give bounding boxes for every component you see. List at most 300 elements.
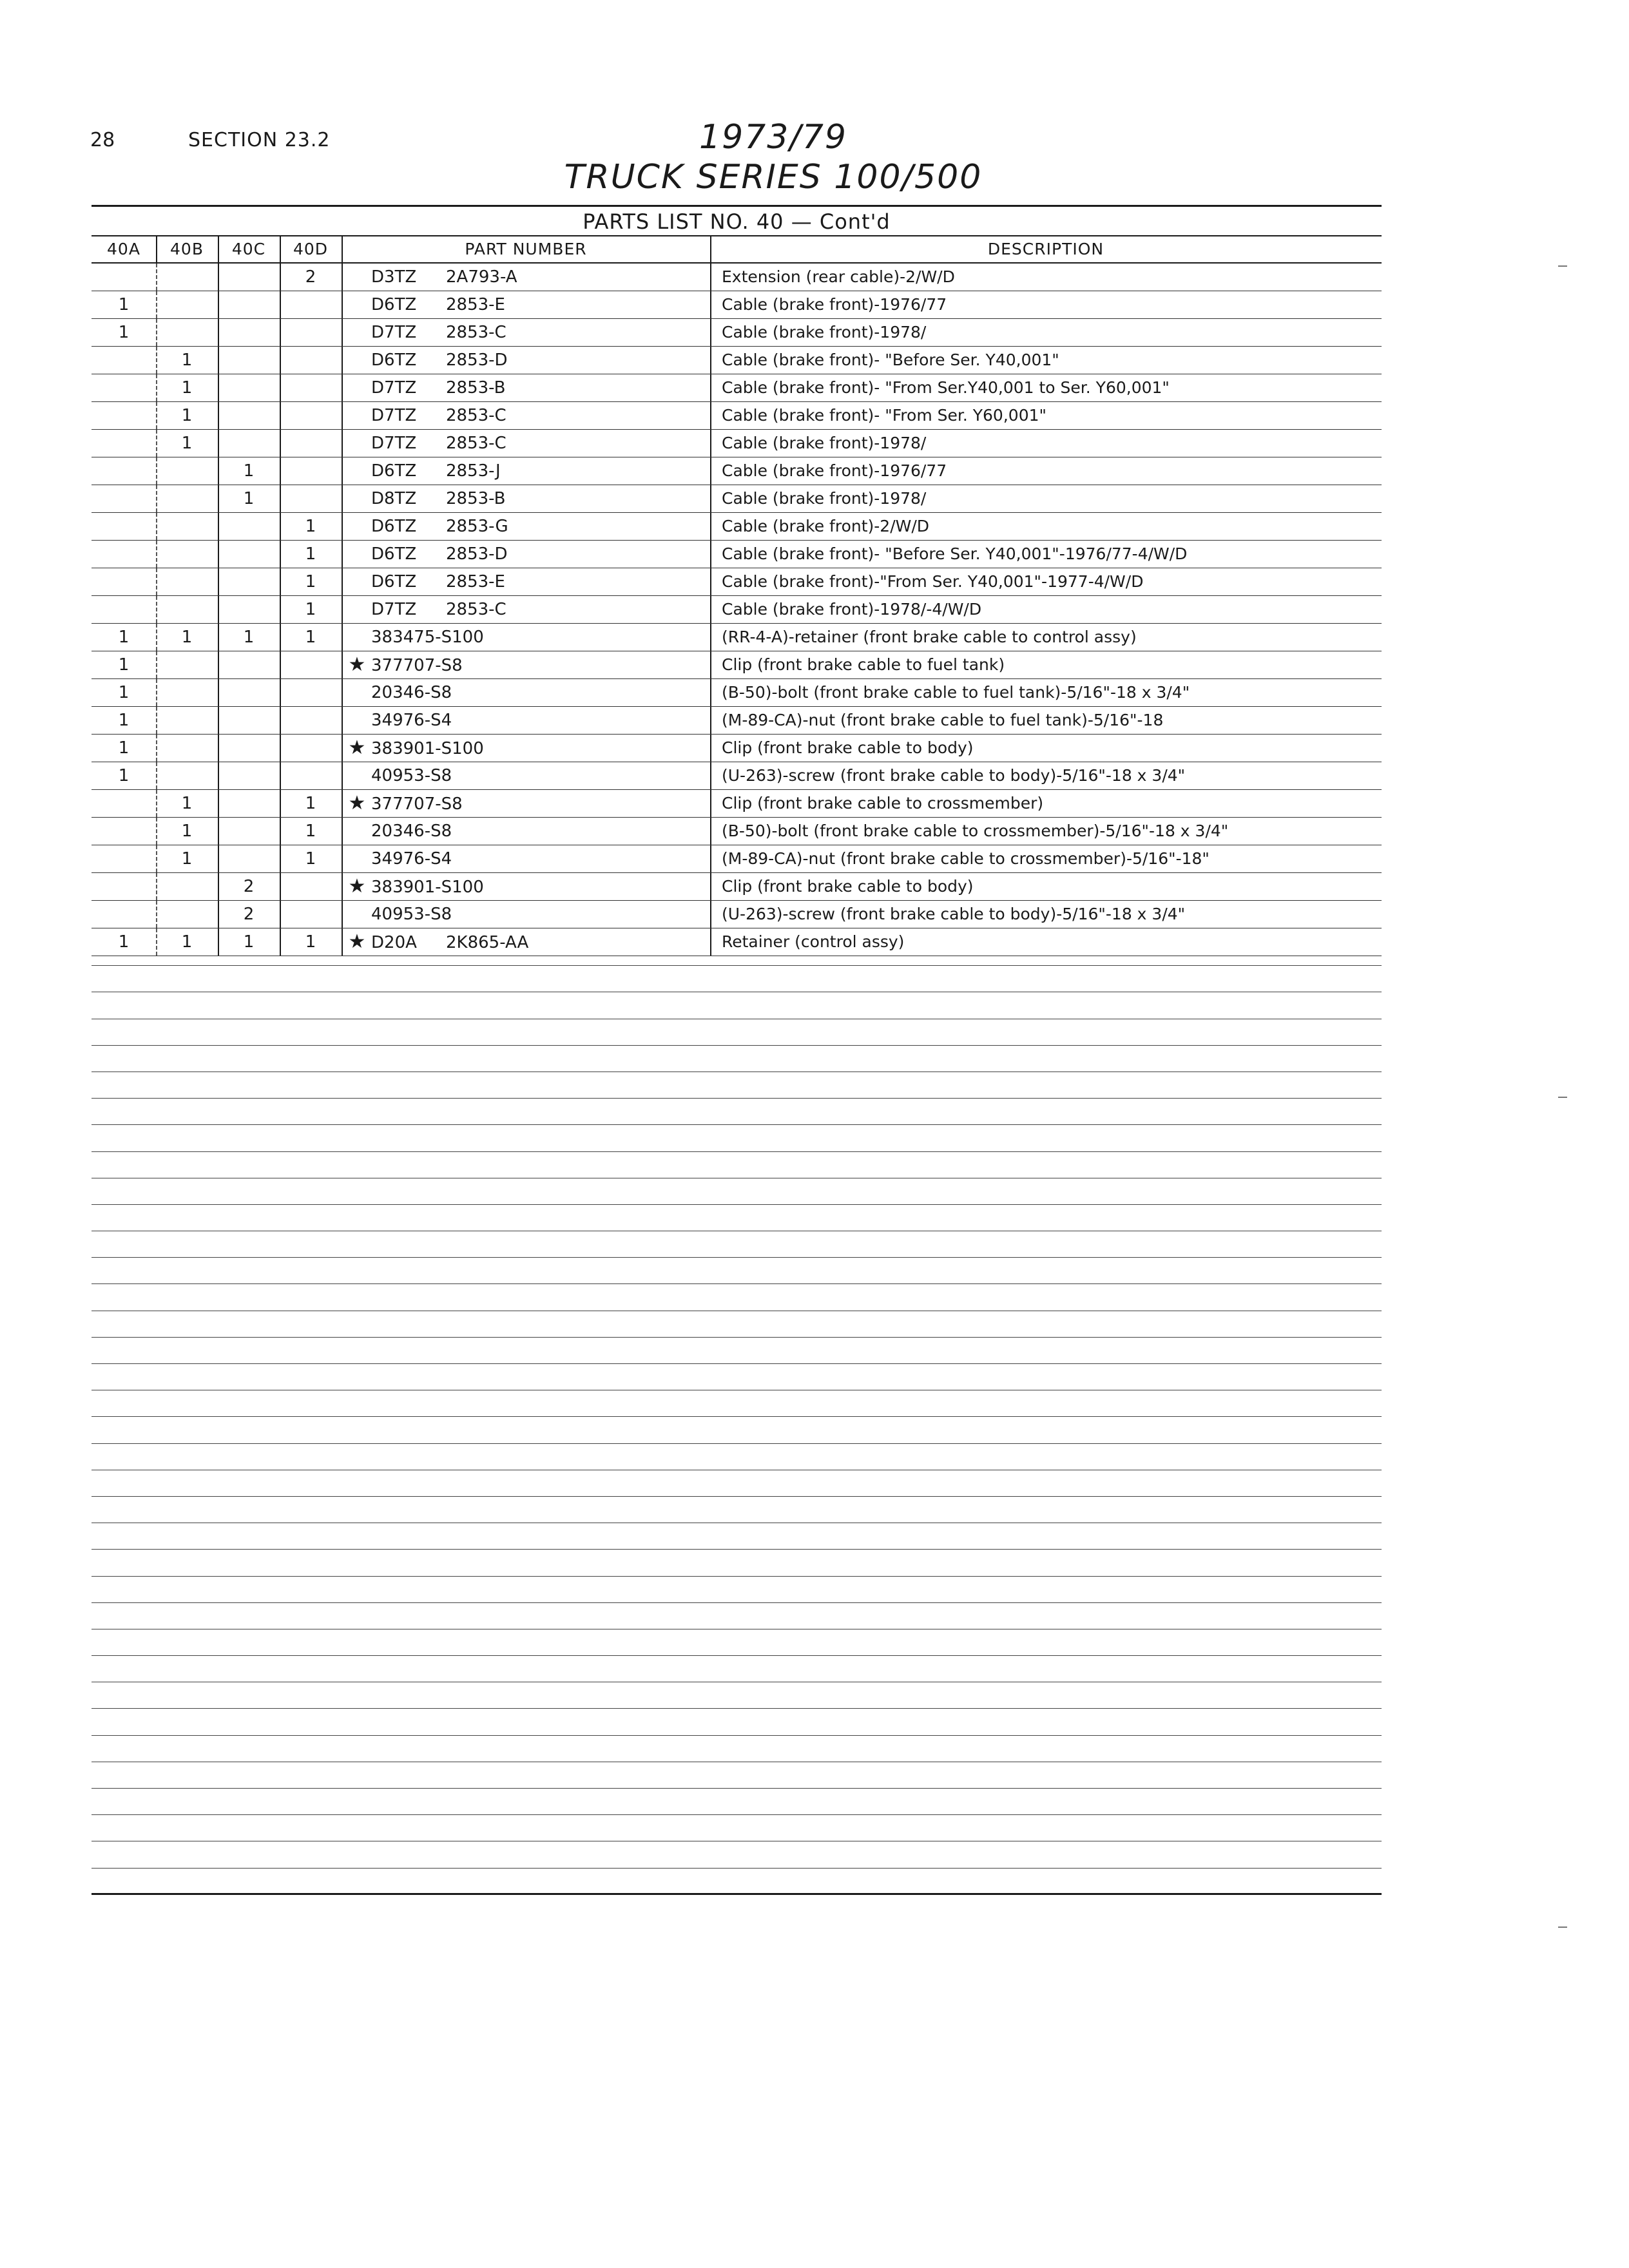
qty-40c <box>218 679 280 706</box>
column-divider <box>156 568 157 595</box>
part-description: (M-89-CA)-nut (front brake cable to crossmember)-5/16"-18" <box>722 849 1210 868</box>
part-number-value: 2853-G <box>446 517 508 536</box>
column-divider <box>218 901 219 928</box>
part-number-value: 383901-S100 <box>371 878 484 897</box>
qty-40c <box>218 264 280 291</box>
column-divider <box>156 651 157 678</box>
column-divider <box>342 291 343 318</box>
column-divider <box>218 485 219 512</box>
column-divider <box>218 651 219 678</box>
column-divider <box>156 291 157 318</box>
qty-40c: 2 <box>243 877 255 896</box>
qty-40a: 1 <box>118 766 130 785</box>
qty-40b <box>156 568 218 595</box>
qty-40a <box>92 845 156 872</box>
qty-40d: 1 <box>305 932 316 952</box>
column-divider <box>710 679 711 706</box>
qty-40d <box>280 374 342 401</box>
part-number <box>342 790 710 817</box>
column-divider <box>710 762 711 789</box>
qty-40b <box>156 291 218 318</box>
blank-line <box>92 1390 1382 1417</box>
part-description: Cable (brake front)- "Before Ser. Y40,001"-1976/77-4/W/D <box>722 544 1188 563</box>
qty-40d: 2 <box>305 267 316 287</box>
column-divider <box>280 319 281 346</box>
part-description: Clip (front brake cable to crossmember) <box>722 794 1044 812</box>
blank-line <box>92 1205 1382 1231</box>
part-number <box>342 901 710 928</box>
column-divider <box>280 818 281 845</box>
part-number-value: 2853-E <box>446 572 505 591</box>
qty-40b <box>156 485 218 512</box>
column-divider <box>710 790 711 817</box>
qty-40a <box>92 347 156 374</box>
qty-40c <box>218 651 280 678</box>
column-divider <box>280 402 281 429</box>
column-divider <box>218 513 219 540</box>
qty-40a <box>92 790 156 817</box>
qty-40a <box>92 873 156 900</box>
column-divider <box>342 430 343 457</box>
part-number <box>342 541 710 568</box>
qty-40d: 1 <box>305 544 316 564</box>
qty-40b: 1 <box>181 822 193 841</box>
part-number <box>342 873 710 900</box>
parts-rows <box>92 264 1382 956</box>
part-number-value: 2K865-AA <box>446 933 529 952</box>
qty-40d: 1 <box>305 628 316 647</box>
column-divider <box>218 596 219 623</box>
column-divider <box>280 264 281 291</box>
part-number <box>342 402 710 429</box>
column-divider <box>156 873 157 900</box>
part-number-prefix: D7TZ <box>371 406 417 425</box>
part-number-value: 2853-C <box>446 434 506 453</box>
column-divider <box>156 790 157 817</box>
table-row <box>92 541 1382 568</box>
part-number-value: 2853-C <box>446 323 506 342</box>
column-divider <box>156 596 157 623</box>
qty-40c <box>218 735 280 762</box>
blank-line <box>92 966 1382 992</box>
column-divider <box>710 901 711 928</box>
table-row <box>92 790 1382 818</box>
column-divider <box>342 651 343 678</box>
column-divider <box>342 264 343 291</box>
column-divider <box>342 485 343 512</box>
qty-40b <box>156 873 218 900</box>
blank-line <box>92 992 1382 1019</box>
part-number-prefix: D6TZ <box>371 461 417 481</box>
bottom-rule <box>92 1893 1382 1895</box>
part-number <box>342 735 710 762</box>
column-divider <box>156 402 157 429</box>
star-icon: ★ <box>348 930 366 953</box>
column-divider <box>156 818 157 845</box>
qty-40d <box>280 347 342 374</box>
qty-40b: 1 <box>181 351 193 370</box>
part-description: Retainer (control assy) <box>722 932 905 951</box>
blank-line <box>92 1311 1382 1338</box>
table-row <box>92 845 1382 873</box>
qty-40c <box>218 513 280 540</box>
qty-40a <box>92 818 156 845</box>
table-row <box>92 901 1382 928</box>
part-description: Clip (front brake cable to body) <box>722 738 974 757</box>
qty-40b <box>156 457 218 485</box>
table-row <box>92 818 1382 845</box>
column-divider <box>218 818 219 845</box>
part-number <box>342 568 710 595</box>
column-divider <box>156 347 157 374</box>
column-divider <box>280 541 281 568</box>
column-divider <box>710 264 711 291</box>
qty-40d: 1 <box>305 794 316 813</box>
qty-40c <box>218 596 280 623</box>
part-description: (U-263)-screw (front brake cable to body)-5/16"-18 x 3/4" <box>722 905 1186 923</box>
part-number-prefix: D8TZ <box>371 489 417 508</box>
qty-40c: 1 <box>243 628 255 647</box>
part-description: Clip (front brake cable to fuel tank) <box>722 655 1005 674</box>
blank-line <box>92 939 1382 966</box>
qty-40c <box>218 402 280 429</box>
column-divider <box>218 347 219 374</box>
column-divider <box>218 402 219 429</box>
qty-40c <box>218 568 280 595</box>
blank-line <box>92 1284 1382 1311</box>
qty-40c <box>218 790 280 817</box>
blank-line <box>92 1656 1382 1682</box>
qty-40a <box>92 264 156 291</box>
blank-line <box>92 1709 1382 1735</box>
column-divider <box>710 457 711 485</box>
table-row <box>92 679 1382 707</box>
star-icon: ★ <box>348 736 366 759</box>
column-divider <box>342 762 343 789</box>
qty-40d: 1 <box>305 849 316 869</box>
qty-40c <box>218 374 280 401</box>
qty-40d <box>280 430 342 457</box>
part-number <box>342 762 710 789</box>
blank-line <box>92 1019 1382 1046</box>
qty-40c <box>218 430 280 457</box>
table-row <box>92 735 1382 762</box>
part-number <box>342 513 710 540</box>
part-number-value: 2853-C <box>446 600 506 619</box>
column-divider <box>156 264 157 291</box>
column-divider <box>710 513 711 540</box>
part-description: Cable (brake front)-1978/-4/W/D <box>722 600 982 619</box>
qty-40c <box>218 818 280 845</box>
column-divider <box>710 707 711 734</box>
part-description: (U-263)-screw (front brake cable to body)-5/16"-18 x 3/4" <box>722 766 1186 785</box>
qty-40a <box>92 596 156 623</box>
blank-line <box>92 1417 1382 1443</box>
qty-40c <box>218 319 280 346</box>
column-divider <box>710 291 711 318</box>
blank-line <box>92 1577 1382 1603</box>
part-number-value: 2853-D <box>446 544 508 564</box>
qty-40a: 1 <box>118 683 130 702</box>
qty-40a <box>92 485 156 512</box>
part-number <box>342 319 710 346</box>
column-divider <box>342 319 343 346</box>
column-divider <box>280 596 281 623</box>
column-divider <box>156 236 157 262</box>
qty-40b <box>156 679 218 706</box>
qty-40c <box>218 347 280 374</box>
part-number-value: 2853-C <box>446 406 506 425</box>
column-divider <box>710 818 711 845</box>
blank-line <box>92 1789 1382 1815</box>
column-divider <box>280 430 281 457</box>
column-divider <box>156 457 157 485</box>
table-row <box>92 624 1382 651</box>
part-number <box>342 457 710 485</box>
blank-line <box>92 1258 1382 1284</box>
part-number-value: 20346-S8 <box>371 683 452 702</box>
table-row <box>92 707 1382 735</box>
qty-40a <box>92 402 156 429</box>
star-icon: ★ <box>348 792 366 814</box>
qty-40c <box>218 762 280 789</box>
column-divider <box>342 541 343 568</box>
column-divider <box>342 679 343 706</box>
part-number-prefix: D6TZ <box>371 544 417 564</box>
column-divider <box>342 735 343 762</box>
part-number-value: 40953-S8 <box>371 905 452 924</box>
qty-40d <box>280 291 342 318</box>
column-divider <box>710 541 711 568</box>
column-header-40d: 40D <box>293 240 329 258</box>
column-divider <box>342 873 343 900</box>
column-divider <box>710 568 711 595</box>
part-number-value: 2853-D <box>446 351 508 370</box>
part-number <box>342 845 710 872</box>
part-number-value: 2853-B <box>446 489 506 508</box>
part-number <box>342 430 710 457</box>
qty-40d <box>280 901 342 928</box>
column-divider <box>218 568 219 595</box>
part-number-prefix: D6TZ <box>371 517 417 536</box>
part-description: (B-50)-bolt (front brake cable to fuel tank)-5/16"-18 x 3/4" <box>722 683 1190 702</box>
blank-line <box>92 1099 1382 1125</box>
qty-40b <box>156 707 218 734</box>
qty-40d <box>280 651 342 678</box>
qty-40b <box>156 762 218 789</box>
qty-40d <box>280 402 342 429</box>
part-number <box>342 707 710 734</box>
column-divider <box>156 624 157 651</box>
column-divider <box>218 319 219 346</box>
column-divider <box>342 402 343 429</box>
part-number-value: 20346-S8 <box>371 822 452 841</box>
column-divider <box>280 568 281 595</box>
qty-40d: 1 <box>305 822 316 841</box>
table-row <box>92 402 1382 430</box>
part-description: Cable (brake front)-1976/77 <box>722 461 947 480</box>
qty-40d <box>280 762 342 789</box>
qty-40b <box>156 319 218 346</box>
qty-40a <box>92 541 156 568</box>
part-number <box>342 291 710 318</box>
blank-ruled-lines <box>92 939 1382 1869</box>
title-block <box>451 117 1095 197</box>
column-divider <box>156 845 157 872</box>
margin-mark <box>1558 1927 1567 1928</box>
qty-40a <box>92 901 156 928</box>
qty-40a: 1 <box>118 655 130 675</box>
blank-line <box>92 1815 1382 1841</box>
column-divider <box>342 236 343 262</box>
column-divider <box>280 679 281 706</box>
qty-40d <box>280 457 342 485</box>
column-divider <box>156 679 157 706</box>
table-row <box>92 374 1382 402</box>
column-divider <box>710 845 711 872</box>
qty-40a <box>92 457 156 485</box>
column-divider <box>342 790 343 817</box>
column-header-40c: 40C <box>231 240 266 258</box>
qty-40b <box>156 901 218 928</box>
qty-40c: 1 <box>243 461 255 481</box>
qty-40d <box>280 679 342 706</box>
table-row <box>92 873 1382 901</box>
table-row <box>92 457 1382 485</box>
part-description: Cable (brake front)-1978/ <box>722 434 927 452</box>
column-divider <box>218 236 219 262</box>
part-number-prefix: D7TZ <box>371 378 417 398</box>
column-divider <box>280 873 281 900</box>
table-row <box>92 264 1382 291</box>
blank-line <box>92 1364 1382 1390</box>
part-description: Cable (brake front)-1976/77 <box>722 295 947 314</box>
qty-40d <box>280 735 342 762</box>
column-divider <box>218 845 219 872</box>
blank-line <box>92 1444 1382 1470</box>
column-divider <box>342 818 343 845</box>
column-divider <box>156 707 157 734</box>
part-number-value: 377707-S8 <box>371 794 463 814</box>
qty-40d: 1 <box>305 572 316 591</box>
qty-40c <box>218 845 280 872</box>
qty-40b <box>156 541 218 568</box>
column-divider <box>342 901 343 928</box>
part-number-prefix: D20A <box>371 933 417 952</box>
qty-40c: 1 <box>243 489 255 508</box>
column-divider <box>710 624 711 651</box>
blank-line <box>92 1603 1382 1629</box>
qty-40d: 1 <box>305 600 316 619</box>
blank-line <box>92 1550 1382 1576</box>
column-divider <box>280 485 281 512</box>
column-divider <box>156 430 157 457</box>
qty-40c <box>218 541 280 568</box>
table-row <box>92 513 1382 541</box>
column-divider <box>710 347 711 374</box>
part-number-value: 2A793-A <box>446 267 517 287</box>
qty-40c <box>218 291 280 318</box>
table-row <box>92 485 1382 513</box>
column-divider <box>218 264 219 291</box>
table-row <box>92 347 1382 374</box>
qty-40b <box>156 651 218 678</box>
parts-list-title: PARTS LIST NO. 40 — Cont'd <box>92 207 1382 236</box>
column-divider <box>280 291 281 318</box>
column-divider <box>280 513 281 540</box>
qty-40b: 1 <box>181 932 193 952</box>
part-number-prefix: D6TZ <box>371 351 417 370</box>
part-description: Extension (rear cable)-2/W/D <box>722 267 955 286</box>
title-years: 1973/79 <box>699 118 848 157</box>
qty-40b: 1 <box>181 434 193 453</box>
part-number <box>342 596 710 623</box>
column-divider <box>710 651 711 678</box>
blank-line <box>92 1762 1382 1789</box>
column-divider <box>342 624 343 651</box>
blank-line <box>92 1682 1382 1709</box>
part-description: (M-89-CA)-nut (front brake cable to fuel tank)-5/16"-18 <box>722 711 1164 729</box>
column-header-description: DESCRIPTION <box>987 240 1104 258</box>
column-divider <box>342 568 343 595</box>
column-divider <box>280 707 281 734</box>
table-row <box>92 568 1382 596</box>
blank-line <box>92 1629 1382 1656</box>
column-divider <box>280 624 281 651</box>
blank-line <box>92 1736 1382 1762</box>
qty-40a <box>92 430 156 457</box>
part-number-value: 2853-E <box>446 295 505 314</box>
column-divider <box>280 845 281 872</box>
part-number-value: 383901-S100 <box>371 739 484 758</box>
column-divider <box>710 873 711 900</box>
qty-40b: 1 <box>181 628 193 647</box>
part-number-value: 377707-S8 <box>371 656 463 675</box>
part-number <box>342 347 710 374</box>
column-divider <box>218 291 219 318</box>
column-divider <box>280 374 281 401</box>
part-number <box>342 485 710 512</box>
column-divider <box>156 485 157 512</box>
column-divider <box>280 735 281 762</box>
qty-40d: 1 <box>305 517 316 536</box>
qty-40a <box>92 374 156 401</box>
part-description: Cable (brake front)-1978/ <box>722 489 927 508</box>
part-description: Cable (brake front)- "Before Ser. Y40,001" <box>722 351 1059 369</box>
qty-40b <box>156 264 218 291</box>
qty-40b: 1 <box>181 378 193 398</box>
part-number-value: 34976-S4 <box>371 711 452 730</box>
column-divider <box>710 319 711 346</box>
column-divider <box>342 457 343 485</box>
column-divider <box>218 873 219 900</box>
column-divider <box>218 457 219 485</box>
qty-40d <box>280 485 342 512</box>
part-description: Cable (brake front)- "From Ser.Y40,001 to Ser. Y60,001" <box>722 378 1170 397</box>
margin-mark <box>1558 1097 1567 1098</box>
column-divider <box>156 541 157 568</box>
column-divider <box>710 402 711 429</box>
qty-40a: 1 <box>118 323 130 342</box>
qty-40c <box>218 707 280 734</box>
blank-line <box>92 1338 1382 1364</box>
qty-40a: 1 <box>118 738 130 758</box>
column-header-40b: 40B <box>170 240 204 258</box>
part-number <box>342 374 710 401</box>
part-description: Cable (brake front)- "From Ser. Y60,001" <box>722 406 1047 425</box>
column-divider <box>218 762 219 789</box>
column-divider <box>280 347 281 374</box>
